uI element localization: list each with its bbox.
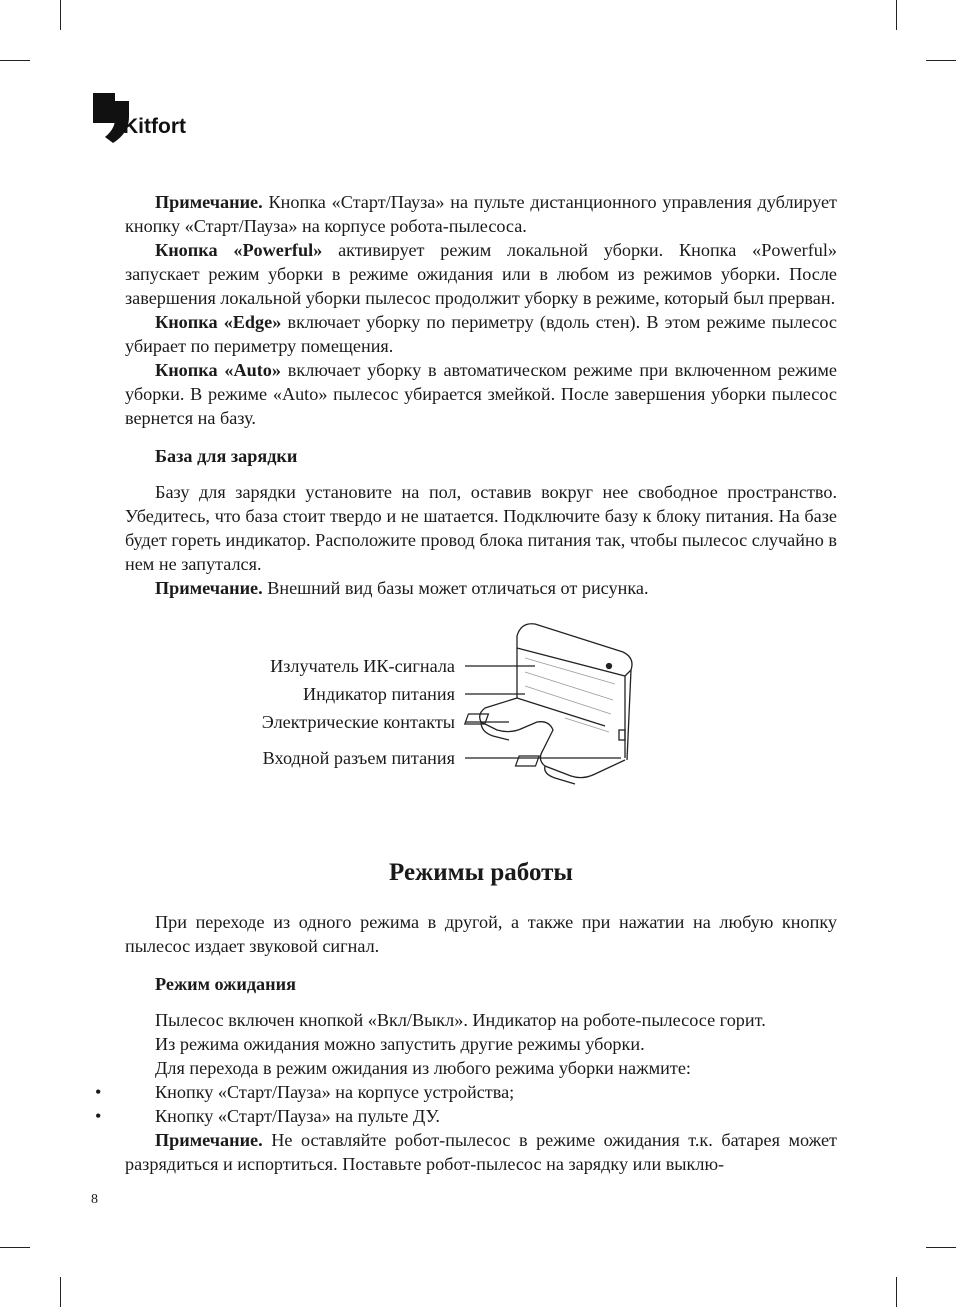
modes-intro-paragraph: При переходе из одного режима в другой, а также при нажатии на любую кнопку пылесос издает звуковой сигнал. bbox=[125, 912, 837, 956]
section-title: Режимы работы bbox=[389, 859, 573, 886]
crop-mark bbox=[926, 60, 956, 61]
note-label: Примечание. bbox=[155, 192, 263, 212]
page-content bbox=[95, 190, 838, 1176]
note-label: Примечание. bbox=[155, 1130, 263, 1150]
standby-line: Для перехода в режим ожидания из любого режима уборки нажмите: bbox=[155, 1058, 691, 1078]
base-paragraph: Базу для зарядки установите на пол, оставив вокруг нее свободное пространство. Убедитесь, что база стоит твердо и не шатается. Подключите базу к блоку питания. На базе будет гореть индикатор. Расположите провод блока питания так, чтобы пылесос случайно в нем не запутался. bbox=[125, 482, 837, 574]
note-text: Внешний вид базы может отличаться от рисунка. bbox=[262, 578, 649, 598]
standby-line: Из режима ожидания можно запустить другие режимы уборки. bbox=[155, 1034, 645, 1054]
list-item-text: Кнопку «Старт/Пауза» на корпусе устройства; bbox=[155, 1082, 515, 1102]
note-text: Не оставляйте робот-пылесос в режиме ожидания т.к. батарея может разрядиться и испортиться. Поставьте робот-пылесос на зарядку или выклю- bbox=[125, 1130, 837, 1174]
power-input-label: Входной разъем питания bbox=[262, 748, 455, 768]
crop-mark bbox=[0, 1247, 30, 1248]
standby-heading: Режим ожидания bbox=[155, 974, 296, 994]
powerful-text: активирует режим локальной уборки. Кнопка «Powerful» запускает режим уборки в режиме ожидания или в любом из режимов уборки. После завершения локальной уборки пылесос продолжит уборку в режиме, который был прерван. bbox=[125, 240, 837, 308]
crop-mark bbox=[896, 1277, 897, 1307]
crop-mark bbox=[60, 0, 61, 30]
bullet-icon: • bbox=[95, 1082, 102, 1102]
edge-label: Кнопка «Edge» bbox=[155, 312, 282, 332]
edge-paragraph bbox=[125, 310, 837, 358]
crop-mark bbox=[0, 60, 30, 61]
powerful-label: Кнопка «Powerful» bbox=[155, 240, 323, 260]
electric-contacts-label: Электрические контакты bbox=[261, 712, 455, 732]
note-text: Кнопка «Старт/Пауза» на пульте дистанционного управления дублирует кнопку «Старт/Пауза» на корпусе робота-пылесоса. bbox=[125, 192, 837, 236]
crop-mark bbox=[926, 1247, 956, 1248]
note-paragraph bbox=[125, 190, 837, 238]
brand-logo bbox=[91, 93, 211, 145]
base-heading: База для зарядки bbox=[155, 446, 298, 466]
auto-label: Кнопка «Auto» bbox=[155, 360, 281, 380]
edge-text: включает уборку по периметру (вдоль стен). В этом режиме пылесос убирает по периметру помещения. bbox=[125, 312, 838, 356]
crop-mark bbox=[60, 1277, 61, 1307]
ir-emitter-label: Излучатель ИК-сигнала bbox=[270, 656, 455, 676]
bullet-icon: • bbox=[95, 1106, 102, 1126]
page-number: 8 bbox=[91, 1192, 98, 1207]
standby-note-paragraph bbox=[125, 1128, 837, 1176]
list-item bbox=[95, 1080, 837, 1104]
standby-line: Пылесос включен кнопкой «Вкл/Выкл». Индикатор на роботе-пылесосе горит. bbox=[155, 1010, 766, 1030]
list-item bbox=[95, 1104, 837, 1128]
auto-paragraph bbox=[125, 358, 837, 430]
note-label: Примечание. bbox=[155, 578, 263, 598]
list-item-text: Кнопку «Старт/Пауза» на пульте ДУ. bbox=[155, 1106, 440, 1126]
charging-base-illustration bbox=[125, 608, 837, 820]
crop-mark bbox=[896, 0, 897, 30]
charging-base-figure bbox=[125, 608, 837, 820]
brand-name: Kitfort bbox=[123, 115, 186, 138]
auto-text: включает уборку в автоматическом режиме при включенном режиме уборки. В режиме «Auto» пылесос убирается змейкой. После завершения уборки пылесос вернется на базу. bbox=[125, 360, 837, 428]
power-indicator-label: Индикатор питания bbox=[302, 684, 455, 704]
base-note-paragraph bbox=[125, 576, 837, 600]
powerful-paragraph bbox=[125, 238, 837, 310]
